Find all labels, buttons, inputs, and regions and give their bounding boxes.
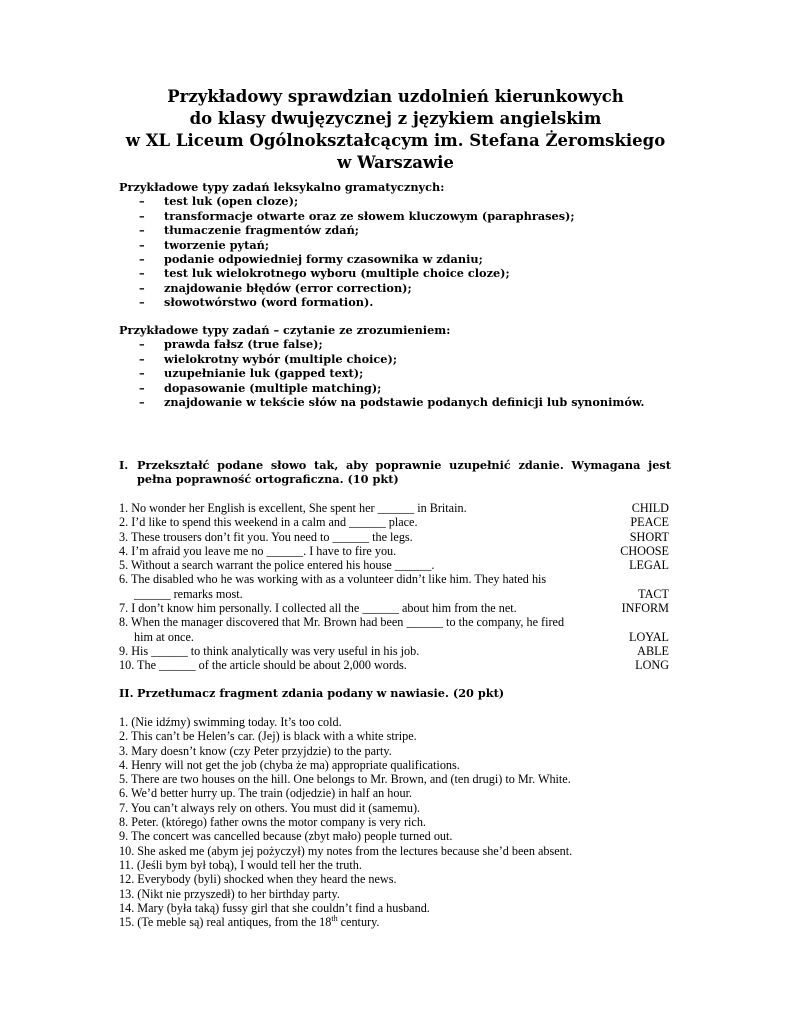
keyword: CHOOSE <box>620 543 669 558</box>
reading-types-block <box>119 323 679 409</box>
list-item <box>119 366 679 380</box>
list-item <box>119 194 679 208</box>
exercise-row <box>119 658 669 672</box>
exercise-sentence: 3. These trousers don’t fit you. You need to ______ the legs. <box>119 529 413 544</box>
section-1-list <box>119 501 669 673</box>
translation-row: 7. You can’t always rely on others. You must did it (samemu). <box>119 800 421 815</box>
list-item-text: transformacje otwarte oraz ze słowem kluczowym (paraphrases); <box>164 208 575 223</box>
exercise-row <box>119 558 669 572</box>
bullet-dash: – <box>139 351 145 366</box>
bullet-dash: – <box>139 194 145 209</box>
translation-row: 5. There are two houses on the hill. One belongs to Mr. Brown, and (ten drugi) to Mr. White. <box>119 772 571 787</box>
exercise-sentence: 5. Without a search warrant the police entered his house ______. <box>119 558 435 573</box>
bullet-dash: – <box>139 337 145 352</box>
bullet-dash: – <box>139 380 145 395</box>
exercise-sentence: 6. The disabled who he was working with as a volunteer didn’t like him. They hated his <box>119 572 547 587</box>
section-1-number: I. <box>119 458 129 472</box>
list-item <box>119 295 679 309</box>
section-2-text: Przetłumacz fragment zdania podany w nawiasie. (20 pkt) <box>137 686 505 700</box>
exercise-row <box>119 501 669 515</box>
keyword: INFORM <box>621 601 669 616</box>
translation-row <box>119 915 669 929</box>
list-item-text: test luk (open cloze); <box>164 194 299 209</box>
exercise-sentence-continued: him at once. <box>134 629 194 644</box>
superscript: th <box>331 914 338 924</box>
keyword: LONG <box>635 658 669 673</box>
exercise-sentence: 9. His ______ to think analytically was very useful in his job. <box>119 643 420 658</box>
section-2-list <box>119 715 669 929</box>
page-title <box>100 86 691 174</box>
list-item <box>119 337 679 351</box>
exercise-row <box>119 530 669 544</box>
translation-text: century. <box>337 915 380 930</box>
translation-row: 10. She asked me (abym jej pożyczył) my notes from the lectures because she’d been absent. <box>119 843 573 858</box>
bullet-dash: – <box>139 223 145 238</box>
grammar-types-list <box>119 194 679 309</box>
list-item-text: test luk wielokrotnego wyboru (multiple choice cloze); <box>164 266 510 281</box>
exercise-row <box>119 601 669 615</box>
exercise-row <box>119 644 669 658</box>
title-line-2: do klasy dwujęzycznej z językiem angielskim <box>189 109 602 128</box>
exercise-sentence-continued: ______ remarks most. <box>134 586 243 601</box>
translation-row: 12. Everybody (byli) shocked when they heard the news. <box>119 872 397 887</box>
bullet-dash: – <box>139 395 145 410</box>
translation-row: 3. Mary doesn’t know (czy Peter przyjdzie) to the party. <box>119 743 392 758</box>
list-item-text: uzupełnianie luk (gapped text); <box>164 366 364 381</box>
list-item <box>119 252 679 266</box>
grammar-types-block <box>119 180 679 310</box>
translation-row: 4. Henry will not get the job (chyba że ma) appropriate qualifications. <box>119 757 460 772</box>
list-item <box>119 352 679 366</box>
translation-row: 14. Mary (była taką) fussy girl that she couldn’t find a husband. <box>119 900 430 915</box>
exercise-sentence: 7. I don’t know him personally. I collected all the ______ about him from the net. <box>119 601 517 616</box>
exercise-row <box>119 572 669 586</box>
list-item <box>119 223 679 237</box>
translation-row: 11. (Jeśli bym był tobą), I would tell her the truth. <box>119 857 362 872</box>
exercise-row-continued <box>119 587 669 601</box>
bullet-dash: – <box>139 280 145 295</box>
bullet-dash: – <box>139 252 145 267</box>
list-item <box>119 281 679 295</box>
translation-row: 13. (Nikt nie przyszedł) to her birthday party. <box>119 886 340 901</box>
section-1-text: Przekształć podane słowo tak, aby poprawnie uzupełnić zdanie. Wymagana jest pełna poprawność ortograficzna. (10 pkt) <box>137 458 671 487</box>
section-2-instruction <box>119 686 671 700</box>
exercise-sentence: 2. I’d like to spend this weekend in a calm and ______ place. <box>119 515 418 530</box>
translation-row: 9. The concert was cancelled because (zbyt mało) people turned out. <box>119 829 453 844</box>
reading-types-list <box>119 337 679 409</box>
exercise-sentence: 8. When the manager discovered that Mr. Brown had been ______ to the company, he fired <box>119 615 565 630</box>
translation-row: 1. (Nie idźmy) swimming today. It’s too cold. <box>119 715 342 729</box>
section-1-instruction <box>119 458 671 487</box>
list-item <box>119 381 679 395</box>
title-line-3: w XL Liceum Ogólnokształcącym im. Stefana Żeromskiego <box>125 131 666 150</box>
list-item <box>119 209 679 223</box>
list-item <box>119 238 679 252</box>
exercise-sentence: 1. No wonder her English is excellent, She spent her ______ in Britain. <box>119 501 467 515</box>
exercise-sentence: 4. I’m afraid you leave me no ______. I have to fire you. <box>119 543 397 558</box>
list-item-text: tworzenie pytań; <box>164 237 270 252</box>
exercise-row <box>119 544 669 558</box>
bullet-dash: – <box>139 266 145 281</box>
keyword: TACT <box>638 586 669 601</box>
title-line-1: Przykładowy sprawdzian uzdolnień kierunkowych <box>167 87 624 106</box>
exercise-sentence: 10. The ______ of the article should be about 2,000 words. <box>119 658 407 673</box>
translation-text: 15. (Te meble są) real antiques, from the 18 <box>119 915 332 930</box>
translation-row: 8. Peter. (którego) father owns the motor company is very rich. <box>119 815 426 830</box>
bullet-dash: – <box>139 295 145 310</box>
section-2-number: II. <box>119 686 134 700</box>
reading-types-heading: Przykładowe typy zadań – czytanie ze zrozumieniem: <box>119 323 451 337</box>
list-item-text: tłumaczenie fragmentów zdań; <box>164 223 359 238</box>
title-line-4: w Warszawie <box>337 153 454 172</box>
keyword: SHORT <box>629 529 669 544</box>
list-item <box>119 395 679 409</box>
list-item-text: słowotwórstwo (word formation). <box>164 295 374 310</box>
bullet-dash: – <box>139 208 145 223</box>
grammar-types-heading: Przykładowe typy zadań leksykalno gramatycznych: <box>119 180 445 194</box>
keyword: PEACE <box>630 515 669 530</box>
list-item-text: podanie odpowiedniej formy czasownika w zdaniu; <box>164 252 483 267</box>
exercise-row <box>119 515 669 529</box>
bullet-dash: – <box>139 237 145 252</box>
keyword: ABLE <box>637 643 669 658</box>
list-item-text: znajdowanie błędów (error correction); <box>164 280 412 295</box>
keyword: LOYAL <box>629 629 669 644</box>
keyword: CHILD <box>631 501 669 515</box>
bullet-dash: – <box>139 366 145 381</box>
keyword: LEGAL <box>629 558 669 573</box>
exercise-row <box>119 615 669 629</box>
list-item-text: znajdowanie w tekście słów na podstawie podanych definicji lub synonimów. <box>164 395 645 410</box>
exercise-row-continued <box>119 630 669 644</box>
list-item <box>119 266 679 280</box>
translation-row: 2. This can’t be Helen’s car. (Jej) is black with a white stripe. <box>119 729 417 744</box>
list-item-text: dopasowanie (multiple matching); <box>164 380 382 395</box>
list-item-text: wielokrotny wybór (multiple choice); <box>164 351 398 366</box>
translation-row: 6. We’d better hurry up. The train (odjedzie) in half an hour. <box>119 786 413 801</box>
list-item-text: prawda fałsz (true false); <box>164 337 323 352</box>
